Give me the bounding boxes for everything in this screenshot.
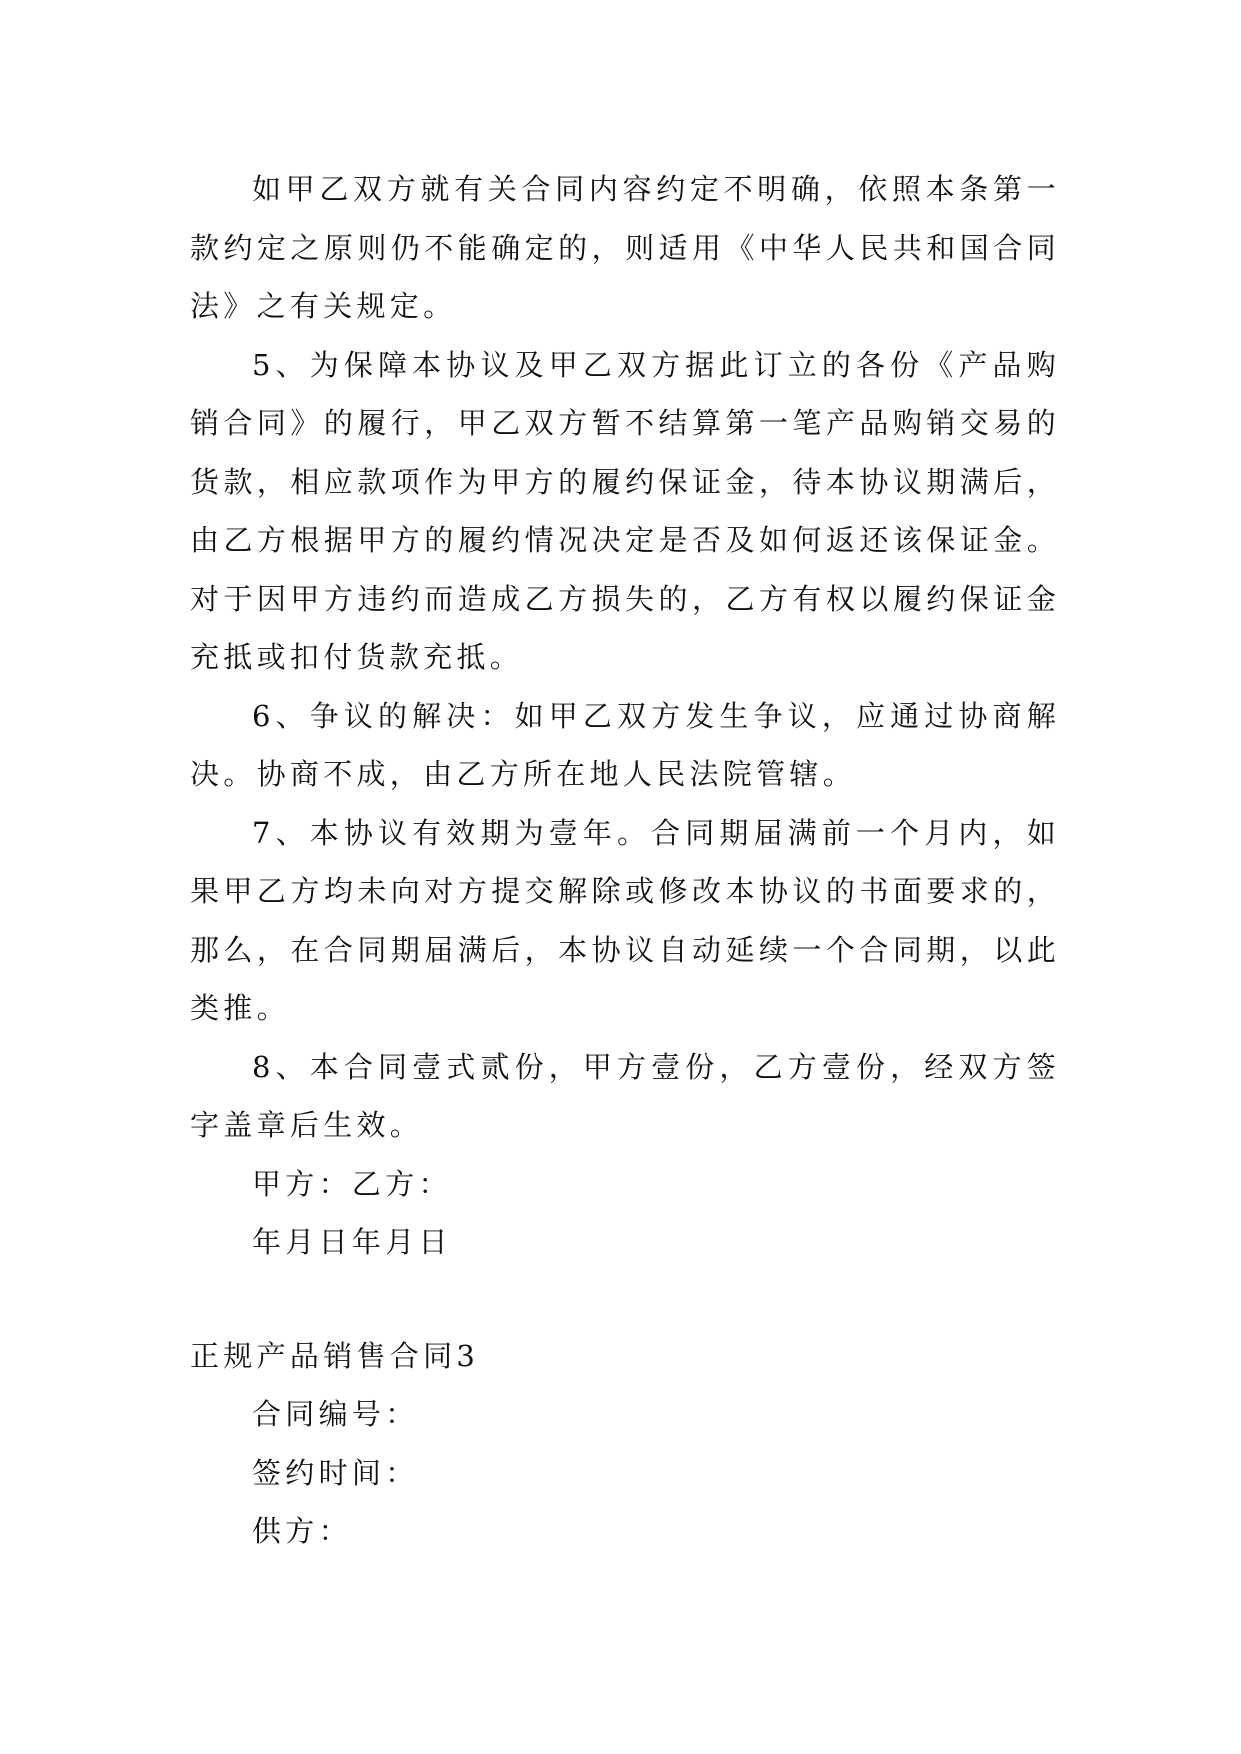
- paragraph-clause-8-copies: 8、本合同壹式贰份，甲方壹份，乙方壹份，经双方签字盖章后生效。: [190, 1049, 1060, 1142]
- paragraph-contract-law-clause: 如甲乙双方就有关合同内容约定不明确，依照本条第一款约定之原则仍不能确定的，则适用《中华人民共和国合同法》之有关规定。: [190, 172, 1060, 323]
- field-contract-number: 合同编号：: [252, 1397, 419, 1431]
- document-body: [190, 160, 1060, 1561]
- paragraph-clause-6-dispute: 6、争议的解决：如甲乙双方发生争议，应通过协商解决。协商不成，由乙方所在地人民法院管辖。: [190, 698, 1060, 791]
- field-signing-time: 签约时间：: [252, 1455, 419, 1490]
- field-supplier: 供方：: [252, 1514, 352, 1548]
- signature-parties: 甲方：乙方：: [252, 1166, 452, 1201]
- section-title: 正规产品销售合同3: [190, 1338, 480, 1373]
- signature-dates: 年月日年月日: [252, 1225, 452, 1259]
- paragraph-clause-5-deposit: 5、为保障本协议及甲乙双方据此订立的各份《产品购销合同》的履行，甲乙双方暂不结算第一笔产品购销交易的货款，相应款项作为甲方的履约保证金，待本协议期满后，由乙方根据甲方的履约情况决定是否及如何返还该保证金。对于因甲方违约而造成乙方损失的，乙方有权以履约保证金充抵或扣付货款充抵。: [190, 347, 1060, 674]
- paragraph-clause-7-term: 7、本协议有效期为壹年。合同期届满前一个月内，如果甲乙方均未向对方提交解除或修改本协议的书面要求的，那么，在合同期届满后，本协议自动延续一个合同期，以此类推。: [190, 815, 1060, 1025]
